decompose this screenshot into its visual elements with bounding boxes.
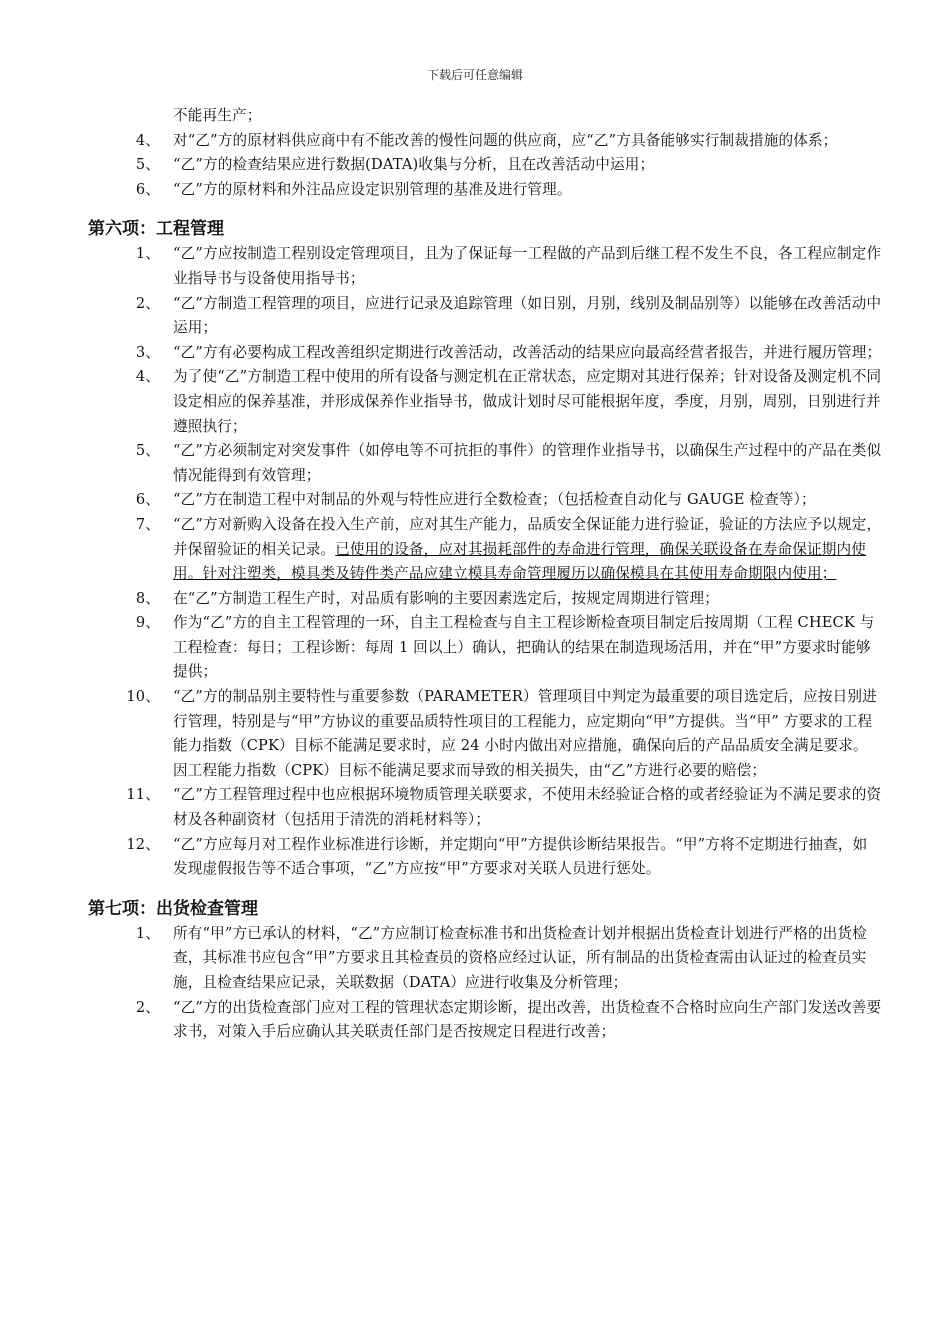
list-item-text: 为了使“乙”方制造工程中使用的所有设备与测定机在正常状态，应定期对其进行保养；针对设备及测定机不同设定相应的保养基准，并形成保养作业指导书，做成计划时尽可能根据年度，季度，月别，周别，日别进行并遵照执行； bbox=[173, 368, 882, 435]
list-item bbox=[0, 178, 950, 203]
list-item-text: “乙”方制造工程管理的项目，应进行记录及追踪管理（如日别，月别，线别及制品别等）以能够在改善活动中运用； bbox=[173, 294, 882, 337]
list-item-text: 所有“甲”方已承认的材料，“乙”方应制订检查标准书和出货检查计划并根据出货检查计划进行严格的出货检查，其标准书应包含“甲”方要求且其检查员的资格应经过认证，所有制品的出货检查需由认证过的检查员实施，且检查结果应记录，关联数据（DATA）应进行收集及分析管理； bbox=[173, 924, 867, 991]
list-item-number: 5、 bbox=[135, 442, 160, 460]
list-item bbox=[0, 341, 950, 366]
list-item-number: 1、 bbox=[135, 245, 160, 263]
underlined-text: 已使用的设备，应对其损耗部件的寿命进行管理，确保关联设备在寿命保证期内使用。针对注塑类，模具类及铸件类产品应建立模具寿命管理履历以确保模具在其使用寿命期限内使用； bbox=[173, 540, 866, 583]
list-item bbox=[0, 922, 950, 996]
list-item bbox=[0, 365, 950, 439]
list-item-number: 6、 bbox=[135, 491, 160, 509]
list-item-text: 在“乙”方制造工程生产时，对品质有影响的主要因素选定后，按规定周期进行管理； bbox=[173, 589, 719, 607]
list-item-text: “乙”方应每月对工程作业标准进行诊断，并定期向“甲”方提供诊断结果报告。“甲”方将不定期进行抽查，如发现虚假报告等不适合事项，“乙”方应按“甲”方要求对关联人员进行惩处。 bbox=[173, 835, 868, 878]
list-item-number: 8、 bbox=[135, 589, 160, 607]
list-item bbox=[0, 513, 950, 587]
list-item-number: 6、 bbox=[135, 180, 160, 198]
list-item bbox=[0, 488, 950, 513]
list-item bbox=[0, 685, 950, 783]
list-item bbox=[0, 439, 950, 488]
list-item-text: “乙”方的原材料和外注品应设定识别管理的基准及进行管理。 bbox=[173, 180, 572, 198]
section-6-heading: 第六项：工程管理 bbox=[88, 219, 224, 240]
list-item bbox=[0, 996, 950, 1045]
list-item-number: 1、 bbox=[135, 924, 160, 942]
list-item-number: 11、 bbox=[126, 786, 160, 804]
list-item-number: 4、 bbox=[135, 368, 160, 386]
list-item bbox=[0, 833, 950, 882]
list-item-text: “乙”方应按制造工程别设定管理项目，且为了保证每一工程做的产品到后继工程不发生不良，各工程应制定作业指导书与设备使用指导书； bbox=[173, 245, 882, 287]
list-item-text: 对“乙”方的原材料供应商中有不能改善的慢性问题的供应商，应“乙”方具备能够实行制裁措施的体系； bbox=[173, 131, 838, 149]
list-item-text: “乙”方的出货检查部门应对工程的管理状态定期诊断，提出改善，出货检查不合格时应向生产部门发送改善要求书，对策入手后应确认其关联责任部门是否按规定日程进行改善； bbox=[173, 998, 882, 1041]
list-item bbox=[0, 153, 950, 178]
list-item-number: 3、 bbox=[135, 343, 160, 361]
list-item-text: “乙”方在制造工程中对制品的外观与特性应进行全数检查；（包括检查自动化与 GAUGE 检查等）； bbox=[173, 491, 816, 509]
list-item-number: 2、 bbox=[135, 294, 160, 312]
list-item-text: “乙”方必须制定对突发事件（如停电等不可抗拒的事件）的管理作业指导书，以确保生产过程中的产品在类似情况能得到有效管理； bbox=[173, 442, 882, 484]
document-body bbox=[0, 104, 950, 1045]
list-item-number: 9、 bbox=[135, 614, 160, 632]
list-item-text: “乙”方有必要构成工程改善组织定期进行改善活动，改善活动的结果应向最高经营者报告，并进行履历管理； bbox=[173, 343, 882, 361]
list-item-text: 作为“乙”方的自主工程管理的一环，自主工程检查与自主工程诊断检查项目制定后按周期（工程 CHECK 与工程检查：每日；工程诊断：每周 1 回以上）确认，把确认的结果在制造现场活用，并在“甲”方要求时能够提供； bbox=[173, 614, 875, 681]
list-item bbox=[0, 587, 950, 612]
list-item-number: 5、 bbox=[135, 156, 160, 174]
list-item bbox=[0, 611, 950, 685]
list-item bbox=[0, 292, 950, 341]
list-item-text-plain: “乙”方对新购入设备在投入生产前，应对其生产能力，品质安全保证能力进行验证，验证的方法应予以规定，并保留验证的相关记录。 bbox=[173, 515, 882, 558]
list-item-text: 不能再生产； bbox=[173, 107, 262, 124]
page-header-note: 下载后可任意编辑 bbox=[426, 68, 523, 82]
list-item-number: 12、 bbox=[126, 835, 160, 853]
list-item-text: “乙”方的检查结果应进行数据(DATA)收集与分析，且在改善活动中运用； bbox=[173, 156, 655, 174]
list-item-number: 2、 bbox=[135, 998, 160, 1016]
list-item-text: “乙”方工程管理过程中也应根据环境物质管理关联要求，不使用未经验证合格的或者经验证为不满足要求的资材及各种副资材（包括用于清洗的消耗材料等）； bbox=[173, 786, 882, 829]
list-item bbox=[0, 783, 950, 832]
list-item bbox=[0, 129, 950, 154]
list-item-continuation bbox=[0, 104, 950, 129]
list-item-number: 4、 bbox=[135, 131, 160, 149]
section-7-heading: 第七项：出货检查管理 bbox=[88, 898, 258, 919]
list-item-number: 10、 bbox=[126, 688, 160, 706]
list-item-text: “乙”方的制品别主要特性与重要参数（PARAMETER）管理项目中判定为最重要的项目选定后，应按日别进行管理，特别是与“甲”方协议的重要品质特性项目的工程能力，应定期向“甲”方提供。当“甲” 方要求的工程能力指数（CPK）目标不能满足要求时，应 24 小时内做出对应措施，确保向后的产品品质安全满足要求。因工程能力指数（CPK）目标不能满足要求而导致的相关损失，由“乙”方进行必要的赔偿； bbox=[173, 688, 877, 779]
list-item-number: 7、 bbox=[135, 515, 160, 533]
list-item bbox=[0, 242, 950, 291]
list-item-text bbox=[173, 513, 882, 587]
